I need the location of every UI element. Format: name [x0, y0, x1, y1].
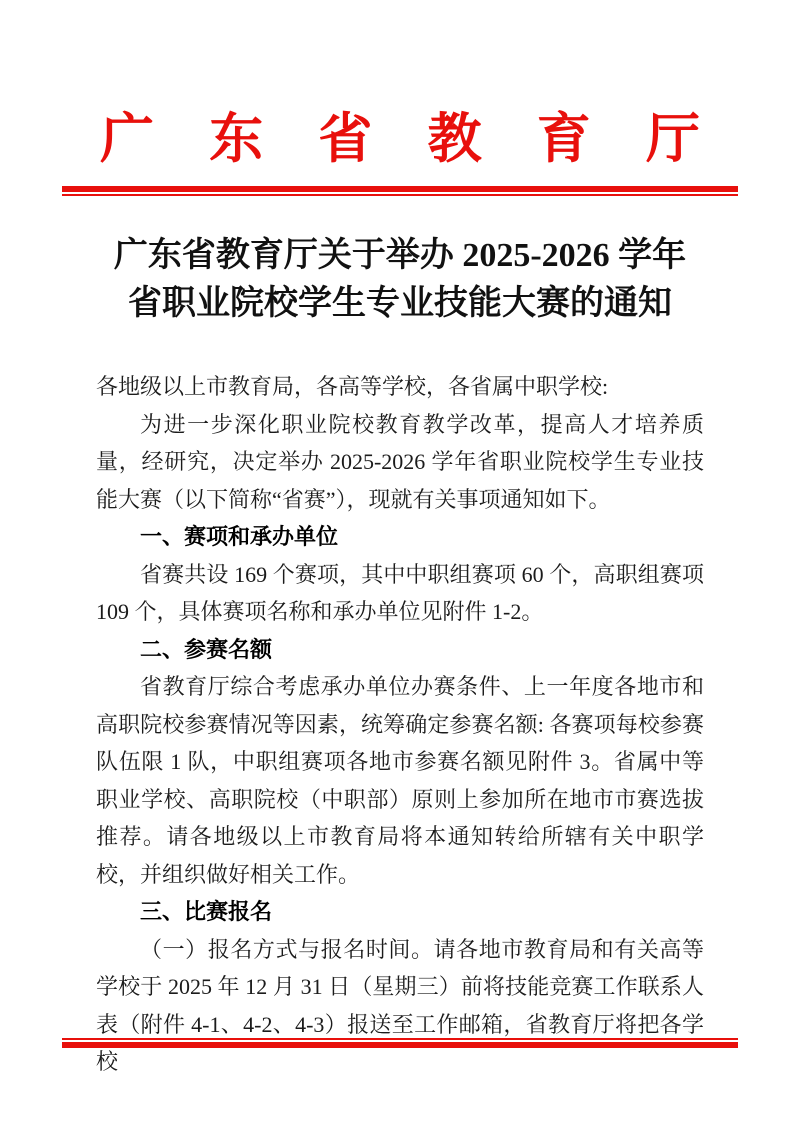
- document-title-line1: 广东省教育厅关于举办 2025-2026 学年: [113, 237, 687, 274]
- letterhead-agency-name: [100, 109, 700, 169]
- agency-char: 广: [100, 109, 154, 169]
- section-1-paragraph: 省赛共设 169 个赛项，其中中职组赛项 60 个，高职组赛项 109 个，具体赛项名称和承办单位见附件 1-2。: [96, 561, 704, 624]
- footer-double-rule: [62, 1038, 738, 1048]
- section-3-paragraph: （一）报名方式与报名时间。请各地市教育局和有关高等学校于 2025 年 12 月 31 日（星期三）前将技能竞赛工作联系人表（附件 4-1、4-2、4-3）报送至工作邮箱，省教育厅将把各学校: [96, 936, 704, 1074]
- section-2-heading: 二、参赛名额: [140, 636, 273, 662]
- section-2-paragraph: 省教育厅综合考虑承办单位办赛条件、上一年度各地市和高职院校参赛情况等因素，统筹确定参赛名额: 各赛项每校参赛队伍限 1 队，中职组赛项各地市参赛名额见附件 3。省属中等职业学校、高职院校（中职部）原则上参加所在地市市赛选拔推荐。请各地级以上市教育局将本通知转给所辖有关中职学校，并组织做好相关工作。: [96, 674, 704, 887]
- section-3-heading: 三、比赛报名: [140, 899, 273, 924]
- intro-paragraph: 为进一步深化职业院校教育教学改革，提高人才培养质量，经研究，决定举办 2025-2026 学年省职业院校学生专业技能大赛（以下简称“省赛”），现就有关事项通知如下。: [96, 411, 704, 512]
- document-title-line2: 省职业院校学生专业技能大赛的通知: [128, 285, 672, 322]
- letterhead-double-rule: [62, 186, 738, 196]
- rule-thick-line: [62, 1042, 738, 1048]
- agency-char: 省: [318, 109, 373, 169]
- agency-char: 东: [209, 109, 264, 169]
- agency-char: 育: [536, 109, 591, 169]
- document-body: [96, 368, 704, 1081]
- document-title: [0, 232, 800, 328]
- salutation: 各地级以上市教育局，各高等学校，各省属中职学校:: [96, 374, 609, 399]
- agency-char: 教: [427, 109, 482, 169]
- section-1-heading: 一、赛项和承办单位: [140, 524, 339, 549]
- agency-char: 厅: [645, 109, 700, 169]
- rule-thin-line: [62, 194, 738, 196]
